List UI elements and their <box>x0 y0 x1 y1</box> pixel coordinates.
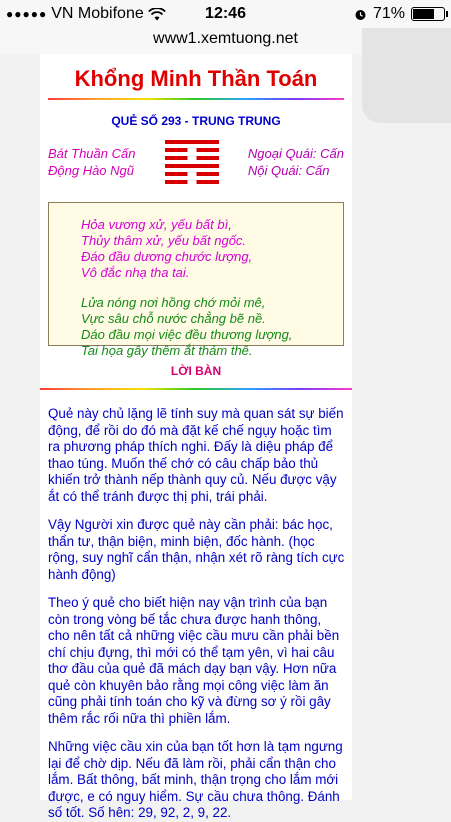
poem-line: Vô đắc nhạ tha tai. <box>81 265 190 280</box>
content-column <box>40 54 352 820</box>
gua-right <box>248 145 344 179</box>
hexagram-line-yang <box>165 164 219 168</box>
status-time: 12:46 <box>205 5 246 22</box>
commentary-heading: LỜI BÀN <box>170 364 222 378</box>
rainbow-divider <box>40 388 352 390</box>
poem-translation-line: Vực sâu chỗ nước chẳng bẽ nề. <box>81 311 266 326</box>
poem-translation-line: Tai họa gây thêm ắt thảm thê. <box>81 343 253 358</box>
commentary-paragraph: Quẻ này chủ lặng lẽ tính suy mà quan sát sự biến động, để rồi do đó mà đặt kế chế ngụy hoặc tìm ra phương pháp thích nghi. Đấy là diệu pháp để thao túng. Muốn thế chớ có câu chấp bảo thủ khiến trở thành nếp thành quy củ. Nếu được vậy ắt có thể tránh được thị phi, trái phải. <box>48 406 344 504</box>
hexagram-line-yin <box>165 148 219 152</box>
gua-left <box>48 145 135 179</box>
status-bar <box>0 0 451 28</box>
alarm-clock-icon <box>354 8 367 21</box>
page-title: Khổng Minh Thần Toán <box>74 66 318 91</box>
rainbow-divider <box>48 98 344 100</box>
poem-line: Hỏa vương xử, yếu bất bì, <box>81 217 232 232</box>
poem-line: Đáo đầu dương chước lượng, <box>81 249 253 264</box>
hexagram-title: QUẺ SỐ 293 - TRUNG TRUNG <box>111 114 281 128</box>
wifi-icon <box>148 8 166 21</box>
hexagram-line-yang <box>165 140 219 144</box>
signal-strength-icon: ●●●●● <box>6 7 48 21</box>
commentary-paragraph: Những việc cầu xin của bạn tốt hơn là tạm ngưng lại để chờ dịp. Nếu đã làm rồi, phải cẩn thận cho lắm. Bất thông, bất minh, thận trọng cho lắm mới được, e có nguy hiểm. Sự cầu chưa thông. Đánh số tốt. Số hên: 29, 92, 2, 9, 22. <box>48 739 343 820</box>
battery-icon <box>411 7 445 21</box>
poem-translation-line: Lửa nóng nơi hồng chớ mỏi mê, <box>81 295 266 310</box>
hexagram-line-yin <box>165 156 219 160</box>
commentary-paragraph: Theo ý quẻ cho biết hiện nay vận trình của bạn còn trong vòng bế tắc chưa được hanh thông, cho nên tất cả những việc cầu mưu cần phải bền chí chịu đựng, thì mới có thể tạm yên, vì hai câu thơ đầu của quẻ đã mách dạy bạn vậy. Hơn nữa quẻ còn khuyên bảo rằng mọi công việc làm ăn cũng phải tính toán cho kỹ và đừng sơ ý rồi gây thêm rắc rối nữa thì phiền lắm. <box>48 595 340 726</box>
poem-translation-line: Dáo đầu mọi việc đều thương lượng, <box>81 327 293 342</box>
poem-box <box>48 202 344 358</box>
side-panel <box>362 28 451 123</box>
hexagram-info <box>40 140 352 184</box>
battery-percent: 71% <box>372 5 405 22</box>
commentary-paragraph: Vậy Người xin được quẻ này cần phải: bác học, thẩn tư, thận biện, minh biện, đốc hành. (học rộng, suy nghĩ cẩn thận, nhận xét rõ ràng tích cực hành động) <box>48 517 345 582</box>
status-left <box>6 5 166 23</box>
poem-line: Thủy thâm xử, yếu bất ngốc. <box>81 233 247 248</box>
hexagram-line-yin <box>165 172 219 176</box>
inner-trigram: Nội Quái: Cấn <box>247 163 330 178</box>
hexagram-line-yin <box>165 180 219 184</box>
carrier-name: VN Mobifone <box>51 5 144 22</box>
outer-trigram: Ngoại Quái: Cấn <box>247 146 344 161</box>
gua-name: Bát Thuần Cấn <box>48 146 136 161</box>
status-right <box>354 5 445 23</box>
url-text[interactable]: www1.xemtuong.net <box>153 30 298 47</box>
web-page <box>0 54 451 820</box>
gua-moving-line: Động Hào Ngũ <box>48 163 134 178</box>
hexagram-symbol <box>165 140 219 184</box>
